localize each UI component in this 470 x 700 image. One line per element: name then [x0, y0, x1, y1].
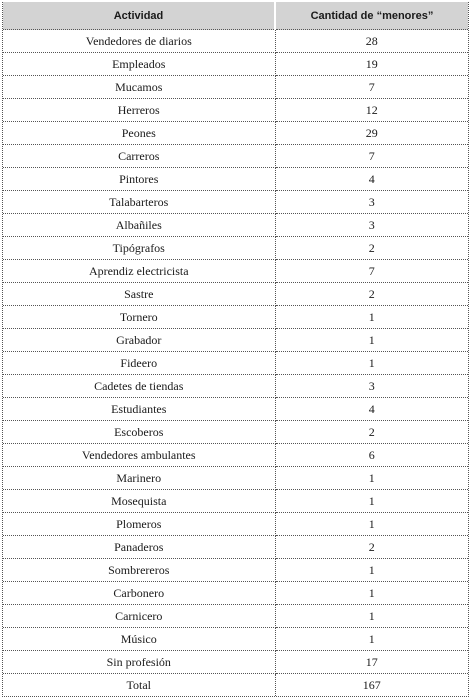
- cell-cantidad: 7: [275, 145, 468, 168]
- data-table-container: [2, 2, 469, 697]
- table-row: [3, 582, 468, 605]
- cell-cantidad: 19: [275, 53, 468, 76]
- table-row: [3, 628, 468, 651]
- cell-actividad: Aprendiz electricista: [3, 260, 275, 283]
- cell-cantidad: 2: [275, 283, 468, 306]
- cell-cantidad: 2: [275, 536, 468, 559]
- table-header-row: [3, 2, 468, 30]
- cell-actividad: Fideero: [3, 352, 275, 375]
- table-row: [3, 30, 468, 53]
- column-header-actividad: Actividad: [3, 2, 275, 30]
- cell-cantidad: 2: [275, 237, 468, 260]
- table-row: [3, 674, 468, 697]
- cell-actividad: Herreros: [3, 99, 275, 122]
- table-row: [3, 145, 468, 168]
- cell-actividad: Tornero: [3, 306, 275, 329]
- cell-cantidad: 28: [275, 30, 468, 53]
- cell-cantidad: 3: [275, 191, 468, 214]
- table-row: [3, 444, 468, 467]
- table-row: [3, 260, 468, 283]
- cell-actividad: Carreros: [3, 145, 275, 168]
- cell-actividad: Albañiles: [3, 214, 275, 237]
- cell-actividad: Peones: [3, 122, 275, 145]
- cell-cantidad: 12: [275, 99, 468, 122]
- cell-cantidad: 7: [275, 260, 468, 283]
- table-row: [3, 651, 468, 674]
- table-row: [3, 99, 468, 122]
- table-row: [3, 421, 468, 444]
- cell-cantidad: 3: [275, 375, 468, 398]
- cell-actividad: Grabador: [3, 329, 275, 352]
- table-row: [3, 76, 468, 99]
- cell-cantidad: 17: [275, 651, 468, 674]
- cell-cantidad: 167: [362, 677, 381, 692]
- table-row: [3, 191, 468, 214]
- table-row: [3, 559, 468, 582]
- table-row: [3, 53, 468, 76]
- table-row: [3, 329, 468, 352]
- cell-cantidad: 4: [275, 168, 468, 191]
- table-row: [3, 352, 468, 375]
- column-header-cantidad: Cantidad de “menores”: [275, 2, 468, 30]
- table-row: [3, 168, 468, 191]
- table-row: [3, 605, 468, 628]
- cell-actividad: Marinero: [3, 467, 275, 490]
- table-row: [3, 214, 468, 237]
- cell-actividad: Escoberos: [3, 421, 275, 444]
- cell-actividad: Panaderos: [3, 536, 275, 559]
- cell-cantidad: 3: [275, 214, 468, 237]
- cell-cantidad: 1: [275, 306, 468, 329]
- cell-actividad: Sombrereros: [3, 559, 275, 582]
- table-row: [3, 490, 468, 513]
- cell-cantidad: 1: [275, 605, 468, 628]
- cell-actividad: Carbonero: [3, 582, 275, 605]
- cell-actividad: Carnicero: [3, 605, 275, 628]
- activities-table: [3, 2, 468, 696]
- cell-cantidad: 1: [275, 582, 468, 605]
- cell-cantidad: 7: [275, 76, 468, 99]
- table-row: [3, 536, 468, 559]
- cell-cantidad: 1: [275, 352, 468, 375]
- table-row: [3, 513, 468, 536]
- cell-actividad: Total: [3, 674, 275, 697]
- cell-cantidad: 1: [275, 513, 468, 536]
- cell-actividad: Cadetes de tiendas: [3, 375, 275, 398]
- cell-actividad: Sastre: [3, 283, 275, 306]
- table-row: [3, 283, 468, 306]
- cell-cantidad: 1: [275, 490, 468, 513]
- cell-actividad: Talabarteros: [3, 191, 275, 214]
- table-body: [3, 30, 468, 697]
- cell-cantidad: 1: [275, 329, 468, 352]
- table-row: [3, 398, 468, 421]
- cell-actividad: Vendedores ambulantes: [3, 444, 275, 467]
- cell-cantidad: 4: [275, 398, 468, 421]
- cell-actividad: Mosequista: [3, 490, 275, 513]
- cell-actividad: Empleados: [3, 53, 275, 76]
- table-row: [3, 375, 468, 398]
- table-row: [3, 122, 468, 145]
- cell-cantidad: 1: [275, 559, 468, 582]
- cell-actividad: Pintores: [3, 168, 275, 191]
- cell-cantidad: 1: [275, 628, 468, 651]
- cell-actividad: Estudiantes: [3, 398, 275, 421]
- cell-actividad: Plomeros: [3, 513, 275, 536]
- cell-actividad: Mucamos: [3, 76, 275, 99]
- cell-actividad: Sin profesión: [3, 651, 275, 674]
- cell-actividad: Tipógrafos: [3, 237, 275, 260]
- cell-cantidad: 6: [275, 444, 468, 467]
- cell-actividad: Vendedores de diarios: [3, 30, 275, 53]
- cell-cantidad: 2: [275, 421, 468, 444]
- table-row: [3, 306, 468, 329]
- table-row: [3, 237, 468, 260]
- cell-cantidad: 29: [275, 122, 468, 145]
- cell-cantidad: 1: [275, 467, 468, 490]
- table-row: [3, 467, 468, 490]
- cell-actividad: Músico: [3, 628, 275, 651]
